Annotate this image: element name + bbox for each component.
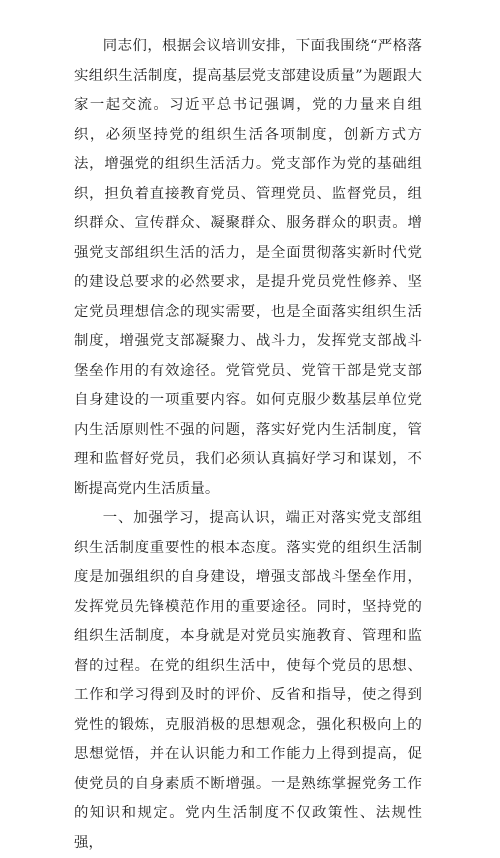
paragraph-section-one: 一、加强学习，提高认识，端正对落实党支部组织生活制度重要性的根本态度。落实党的组织生活制度是加强组织的自身建设，增强支部战斗堡垒作用，发挥党员先锋模范作用的重要途径。同时，坚持党的组织生活制度，本身就是对党员实施教育、管理和监督的过程。在党的组织生活中，使每个党员的思想、工作和学习得到及时的评价、反省和指导，使之得到党性的锻炼，克服消极的思想观念，强化积极向上的思想觉悟，并在认识能力和工作能力上得到提高，促使党员的自身素质不断增强。一是熟练掌握党务工作的知识和规定。党内生活制度不仅政策性、法规性强， xyxy=(74,510,422,851)
paragraph-intro: 同志们，根据会议培训安排，下面我围绕“严格落实组织生活制度，提高基层党支部建设质量”为题跟大家一起交流。习近平总书记强调，党的力量来自组织，必须坚持党的组织生活各项制度，创新方式方法，增强党的组织生活活力。党支部作为党的基础组织，担负着直接教育党员、管理党员、监督党员，组织群众、宣传群众、凝聚群众、服务群众的职责。增强党支部组织生活的活力，是全面贯彻落实新时代党的建设总要求的必然要求，是提升党员党性修养、坚定党员理想信念的现实需要，也是全面落实组织生活制度，增强党支部凝聚力、战斗力，发挥党支部战斗堡垒作用的有效途径。党管党员、党管干部是党支部自身建设的一项重要内容。如何克服少数基层单位党内生活原则性不强的问题，落实好党内生活制度，管理和监督好党员，我们必须认真搞好学习和谋划，不断提高党内生活质量。 xyxy=(74,38,422,497)
document-body xyxy=(74,32,422,858)
